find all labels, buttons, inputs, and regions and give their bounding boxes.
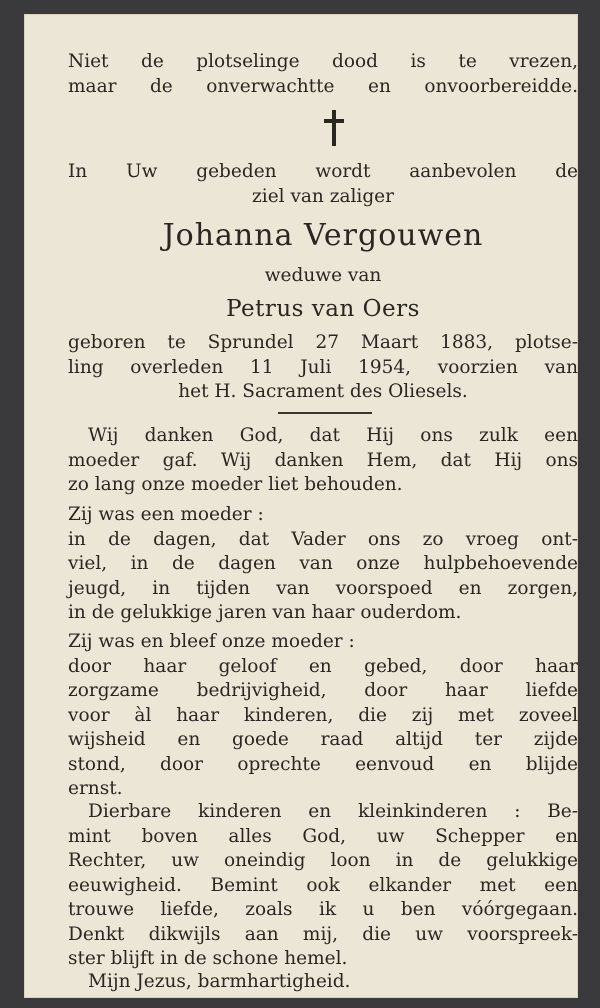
divider <box>278 412 372 414</box>
paragraph-line: eeuwigheid. Bemint ook elkander met een <box>68 874 578 896</box>
birth-death-line: het H. Sacrament des Oliesels. <box>178 381 468 402</box>
paragraph-line: zo lang onze moeder liet behouden. <box>68 474 403 495</box>
paragraph-thanks <box>68 424 578 498</box>
paragraph-line: door haar geloof en gebed, door haar <box>68 655 578 677</box>
paragraph-line: moeder gaf. Wij danken Hem, dat Hij ons <box>68 449 578 471</box>
intro <box>68 160 578 209</box>
paragraph-remained-mother <box>68 630 578 802</box>
paragraph-line: Rechter, uw oneindig loon in de gelukkige <box>68 850 578 871</box>
paragraph-line: mint boven alles God, uw Schepper en <box>68 825 578 847</box>
intro-line: In Uw gebeden wordt aanbevolen de <box>68 161 578 182</box>
cross-icon <box>322 110 346 146</box>
paragraph-children <box>68 800 578 972</box>
motto <box>68 50 578 99</box>
paragraph-line: jeugd, in tijden van voorspoed en zorgen, <box>68 577 578 599</box>
paragraph-line: zorgzame bedrijvigheid, door haar liefde <box>68 680 578 701</box>
motto-line: maar de onverwachtte en onvoorbereidde. <box>68 75 578 97</box>
paragraph-line: ster blijft in de schone hemel. <box>68 948 348 969</box>
paragraph-line: Zij was een moeder : <box>68 504 264 525</box>
birth-death-line: ling overleden 11 Juli 1954, voorzien van <box>68 356 578 378</box>
paragraph-line: in de gelukkige jaren van haar ouderdom. <box>68 602 462 623</box>
memorial-card <box>24 14 578 998</box>
paragraph-line: Dierbare kinderen en kleinkinderen : Be- <box>88 801 578 822</box>
paragraph-line: trouwe liefde, zoals ik u ben vóórgegaan. <box>68 899 578 920</box>
paragraph-mother <box>68 503 578 626</box>
deceased-name: Johanna Vergouwen <box>162 218 484 253</box>
paragraph-line: wijsheid en goede raad altijd ter zijde <box>68 729 578 750</box>
motto-line: Niet de plotselinge dood is te vrezen, <box>68 51 578 72</box>
paragraph-line: in de dagen, dat Vader ons zo vroeg ont- <box>68 528 578 550</box>
paragraph-line: voor àl haar kinderen, die zij met zoveel <box>68 704 578 726</box>
paragraph-line: viel, in de dagen van onze hulpbehoevende <box>68 553 578 574</box>
paragraph-line: Zij was en bleef onze moeder : <box>68 631 355 652</box>
closing-prayer: Mijn Jezus, barmhartigheid. <box>88 971 351 992</box>
birth-death-line: geboren te Sprundel 27 Maart 1883, plotse- <box>68 332 578 353</box>
intro-line: ziel van zaliger <box>252 185 394 207</box>
paragraph-line: Wij danken God, dat Hij ons zulk een <box>88 425 578 446</box>
birth-death-text <box>68 331 578 405</box>
widow-of-label: weduwe van <box>264 265 382 286</box>
paragraph-line: ernst. <box>68 778 123 799</box>
husband-name: Petrus van Oers <box>226 296 420 322</box>
paragraph-line: stond, door oprechte eenvoud en blijde <box>68 753 578 775</box>
paragraph-line: Denkt dikwijls aan mij, die uw voorspreek- <box>68 923 578 945</box>
